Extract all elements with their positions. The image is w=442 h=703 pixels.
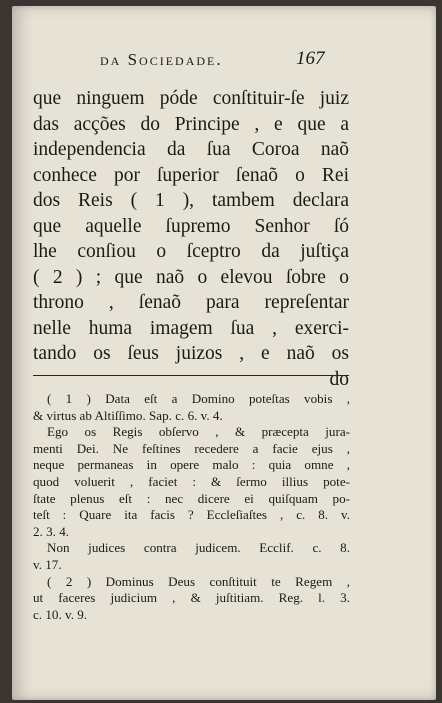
main-text	[33, 86, 349, 392]
footnotes	[33, 391, 350, 623]
footnote-line: ( 2 ) Dominus Deus conſtituit te Regem ,	[47, 573, 350, 589]
footnote-line: Non judices contra judicem. Ecclif. c. 8.	[47, 540, 350, 556]
footnote-line: quod voluerit , faciet : & ſermo illius pote-	[33, 473, 350, 489]
text-line: lhe conſiou o ſceptro da juſtiça	[33, 241, 349, 262]
footnote-line: ſtate plenus eſt : nec dicere ei quiſquam po-	[33, 490, 350, 506]
text-line: que ninguem póde conſtituir-ſe juiz	[33, 88, 349, 109]
footnote-divider	[33, 375, 349, 376]
footnote-line: c. 10. v. 9.	[33, 606, 88, 622]
footnote-line: teſt : Quare ita facis ? Eccleſiaſtes , c. 8. v.	[33, 507, 350, 523]
catchword: do	[329, 368, 349, 390]
text-line: dos Reis ( 1 ), tambem declara	[33, 190, 349, 211]
footnote-line: 2. 3. 4.	[33, 523, 70, 539]
page-header	[12, 50, 436, 74]
text-line: throno , ſenaõ para repreſentar	[33, 292, 349, 313]
footnote-line: Ego os Regis obſervo , & præcepta jura-	[47, 424, 350, 440]
text-line: que aquelle ſupremo Senhor ſó	[33, 215, 349, 237]
text-line: conhece por ſuperior ſenaõ o Rei	[33, 164, 349, 186]
book-page	[12, 6, 436, 700]
footnote-line: v. 17.	[33, 556, 62, 572]
footnote-line: menti Dei. Ne feſtines recedere a facie ejus ,	[33, 440, 350, 456]
text-line: nelle huma imagem ſua , exerci-	[33, 317, 349, 339]
text-line: tando os ſeus juizos , e naõ os	[33, 343, 349, 364]
footnote-line: ( 1 ) Data eſt a Domino poteſtas vobis ,	[47, 391, 350, 406]
running-head: da Sociedade.	[100, 50, 223, 69]
footnote-line: ut faceres judicium , & juſtitiam. Reg. l. 3.	[33, 590, 350, 606]
text-line: das acções do Principe , e que a	[33, 113, 349, 135]
footnote-line: & virtus ab Altiſſimo. Sap. c. 6. v. 4.	[33, 407, 223, 423]
page-number: 167	[296, 48, 325, 69]
text-line: independencia da ſua Coroa naõ	[33, 139, 349, 160]
footnote-line: neque permaneas in opere malo : quia omne ,	[33, 457, 350, 473]
text-line: ( 2 ) ; que naõ o elevou ſobre o	[33, 266, 349, 288]
